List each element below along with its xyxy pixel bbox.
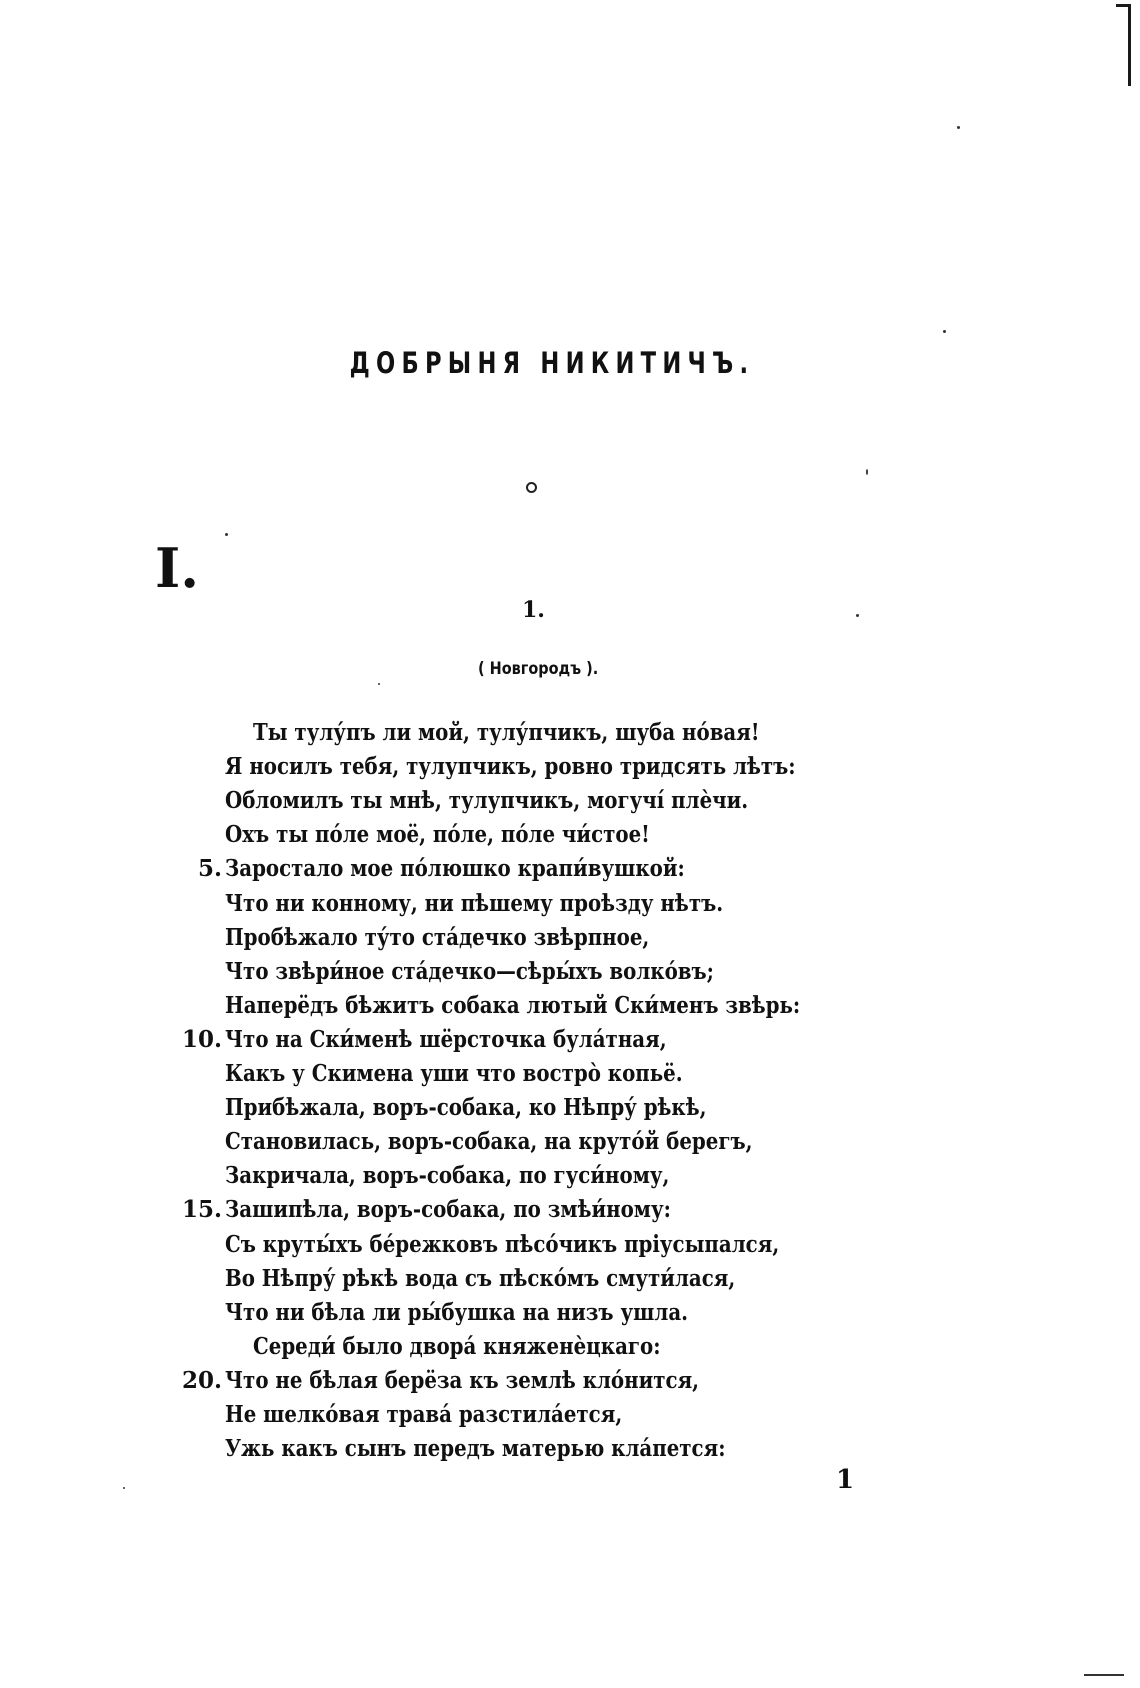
verse-text: Середи́ было двора́ княженѐцкаго: bbox=[253, 1333, 661, 1360]
speck bbox=[957, 126, 960, 129]
verse-line bbox=[0, 1024, 1140, 1056]
verse-text: Съ круты́хъ бе́режковъ пѣсо́чикъ прiусыпался, bbox=[225, 1231, 780, 1258]
page-number: 1 bbox=[836, 1465, 855, 1495]
verse-line bbox=[0, 1297, 1140, 1329]
verse-text: Закричала, воръ-собака, по гуси́ному, bbox=[225, 1162, 670, 1189]
verse-text: Я носилъ тебя, тулупчикъ, ровно тридсять лѣтъ: bbox=[225, 753, 796, 780]
speck bbox=[1084, 1674, 1124, 1676]
verse-number: 5. bbox=[197, 855, 222, 882]
verse-line bbox=[0, 956, 1140, 988]
verse-text: Ты тулу́пъ ли мой, тулу́пчикъ, шуба но́вая! bbox=[253, 719, 760, 746]
verse-line bbox=[0, 819, 1140, 851]
verse-line bbox=[0, 1160, 1140, 1192]
verse-text: Не шелко́вая трава́ разстила́ется, bbox=[225, 1401, 623, 1428]
verse-line bbox=[0, 1194, 1140, 1226]
verse-text: Во Нѣпру́ рѣкѣ вода съ пѣско́мъ смути́лася, bbox=[225, 1265, 736, 1292]
verse-text: Наперёдъ бѣжитъ собака лютый Ски́менъ звѣрь: bbox=[225, 992, 801, 1019]
page-title: ДОБРЫНЯ НИКИТИЧЪ. bbox=[349, 346, 755, 380]
part-numeral: I. bbox=[155, 536, 200, 600]
speck bbox=[123, 1487, 125, 1489]
verse-text: Охъ ты по́ле моё, по́ле, по́ле чи́стое! bbox=[225, 821, 650, 848]
verse-text: Ужь какъ сынъ передъ матерью кла́пется: bbox=[225, 1435, 726, 1462]
verse-text: Зашипѣла, воръ-собака, по змѣи́ному: bbox=[225, 1196, 671, 1223]
verse-line bbox=[0, 751, 1140, 783]
verse-text: Что не бѣлая берёза къ землѣ кло́нится, bbox=[225, 1367, 700, 1394]
verse-line bbox=[0, 1229, 1140, 1261]
verse-line bbox=[0, 853, 1140, 885]
verse-text: Становилась, воръ-собака, на круто́й берегъ, bbox=[225, 1128, 753, 1155]
verse-line bbox=[0, 922, 1140, 954]
verse-line bbox=[0, 1331, 1140, 1363]
verse-line bbox=[0, 1058, 1140, 1090]
verse-line bbox=[0, 888, 1140, 920]
section-number: 1. bbox=[522, 597, 545, 623]
place-label: ( Новгородъ ). bbox=[478, 659, 599, 679]
verse-text: Пробѣжало ту́то ста́дечко звѣрпное, bbox=[225, 924, 650, 951]
verse-line bbox=[0, 1126, 1140, 1158]
speck bbox=[856, 614, 859, 617]
ornament-icon bbox=[526, 482, 537, 493]
verse-line bbox=[0, 1399, 1140, 1431]
verse-number: 10. bbox=[181, 1026, 222, 1053]
verse-text: Что на Ски́менѣ шёрсточка була́тная, bbox=[225, 1026, 667, 1053]
verse-line bbox=[0, 717, 1140, 749]
verse-line bbox=[0, 785, 1140, 817]
verse-line bbox=[0, 1433, 1140, 1465]
verse-line bbox=[0, 1263, 1140, 1295]
verse-text: Обломилъ ты мнѣ, тулупчикъ, могучі́ плѐчи. bbox=[225, 787, 749, 814]
speck bbox=[943, 330, 946, 333]
verse-text: Заростало мое по́люшко крапи́вушкой: bbox=[225, 855, 685, 882]
verse-line bbox=[0, 1092, 1140, 1124]
verse-line bbox=[0, 1365, 1140, 1397]
verse-text: Что звѣри́ное ста́дечко—сѣры́хъ волко́въ; bbox=[225, 958, 714, 985]
verse-line bbox=[0, 990, 1140, 1022]
verse-text: Что ни конному, ни пѣшему проѣзду нѣтъ. bbox=[225, 890, 724, 917]
page-edge-mark bbox=[1128, 4, 1131, 86]
speck bbox=[225, 533, 228, 536]
verse-text: Что ни бѣла ли ры́бушка на низъ ушла. bbox=[225, 1299, 689, 1326]
verse-text: Прибѣжала, воръ-собака, ко Нѣпру́ рѣкѣ, bbox=[225, 1094, 707, 1121]
verse-number: 15. bbox=[181, 1196, 222, 1223]
verse-number: 20. bbox=[181, 1367, 222, 1394]
speck bbox=[866, 469, 868, 475]
speck bbox=[378, 683, 380, 685]
verse-text: Какъ у Скимена уши что востро̀ копьё. bbox=[225, 1060, 683, 1087]
